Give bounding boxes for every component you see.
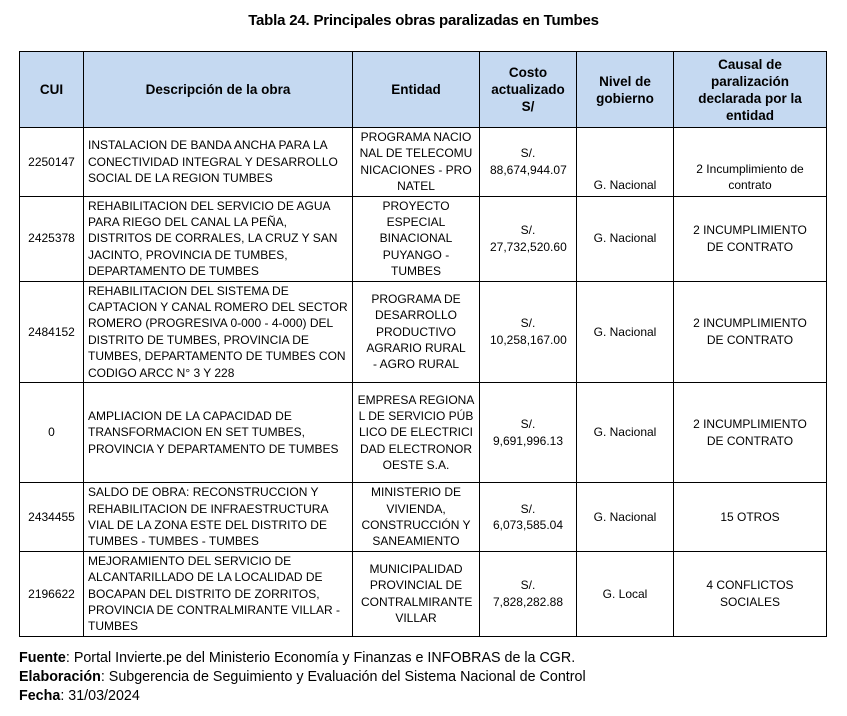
table-row [20,383,827,483]
cell-cui: 2484152 [20,281,84,382]
header-causal: Causal de paralización declarada por la entidad [674,52,827,128]
elaboracion-label: Elaboración [19,669,101,685]
cell-causal: 15 OTROS [674,483,827,552]
cell-entidad: PROGRAMA NACIONAL DE TELECOMUNICACIONES - PRONATEL [353,128,480,197]
cell-entidad: MUNICIPALIDAD PROVINCIAL DE CONTRALMIRANTE VILLAR [353,551,480,636]
header-entidad: Entidad [353,52,480,128]
cell-descripcion: INSTALACION DE BANDA ANCHA PARA LA CONECTIVIDAD INTEGRAL Y DESARROLLO SOCIAL DE LA REGION TUMBES [84,128,353,197]
cell-nivel: G. Local [577,551,674,636]
cell-causal: 2 Incumplimiento de contrato [674,128,827,197]
cell-causal: 4 CONFLICTOS SOCIALES [674,551,827,636]
cell-costo: S/. 10,258,167.00 [480,281,577,382]
cell-descripcion: REHABILITACION DEL SERVICIO DE AGUA PARA RIEGO DEL CANAL LA PEÑA, DISTRITOS DE CORRALES, LA CRUZ Y SAN JACINTO, PROVINCIA DE TUMBES, DEPARTAMENTO DE TUMBES [84,196,353,281]
table-row [20,196,827,281]
cell-entidad: PROGRAMA DE DESARROLLO PRODUCTIVO AGRARIO RURAL - AGRO RURAL [353,281,480,382]
cell-descripcion: REHABILITACION DEL SISTEMA DE CAPTACION Y CANAL ROMERO DEL SECTOR ROMERO (PROGRESIVA 0-000 - 4-000) DEL DISTRITO DE TUMBES, PROVINCIA DE TUMBES, DEPARTAMENTO DE TUMBES CON CODIGO ARCC N° 3 Y 228 [84,281,353,382]
cell-cui: 0 [20,383,84,483]
table-row [20,483,827,552]
table-row [20,128,827,197]
cell-descripcion: MEJORAMIENTO DEL SERVICIO DE ALCANTARILLADO DE LA LOCALIDAD DE BOCAPAN DEL DISTRITO DE ZORRITOS, PROVINCIA DE CONTRALMIRANTE VILLAR - TUMBES [84,551,353,636]
obras-table [19,51,827,637]
cell-causal: 2 INCUMPLIMIENTO DE CONTRATO [674,281,827,382]
table-title: Tabla 24. Principales obras paralizadas en Tumbes [248,12,599,29]
header-cui: CUI [20,52,84,128]
footer-fecha [19,688,140,705]
cell-entidad: PROYECTO ESPECIAL BINACIONAL PUYANGO - TUMBES [353,196,480,281]
fecha-text: : 31/03/2024 [60,688,140,704]
cell-descripcion: AMPLIACION DE LA CAPACIDAD DE TRANSFORMACION EN SET TUMBES, PROVINCIA Y DEPARTAMENTO DE TUMBES [84,383,353,483]
header-descripcion: Descripción de la obra [84,52,353,128]
cell-nivel: G. Nacional [577,483,674,552]
cell-causal: 2 INCUMPLIMIENTO DE CONTRATO [674,196,827,281]
cell-nivel: G. Nacional [577,196,674,281]
cell-costo: S/. 7,828,282.88 [480,551,577,636]
fecha-label: Fecha [19,688,61,704]
elaboracion-text: : Subgerencia de Seguimiento y Evaluación del Sistema Nacional de Control [100,669,586,685]
cell-entidad: MINISTERIO DE VIVIENDA, CONSTRUCCIÓN Y SANEAMIENTO [353,483,480,552]
cell-nivel: G. Nacional [577,128,674,197]
cell-cui: 2196622 [20,551,84,636]
cell-descripcion: SALDO DE OBRA: RECONSTRUCCION Y REHABILITACION DE INFRAESTRUCTURA VIAL DE LA ZONA ESTE DEL DISTRITO DE TUMBES - TUMBES - TUMBES [84,483,353,552]
cell-costo: S/. 6,073,585.04 [480,483,577,552]
cell-nivel: G. Nacional [577,281,674,382]
cell-causal: 2 INCUMPLIMIENTO DE CONTRATO [674,383,827,483]
cell-entidad: EMPRESA REGIONAL DE SERVICIO PÚBLICO DE ELECTRICIDAD ELECTRONOROESTE S.A. [353,383,480,483]
cell-costo: S/. 9,691,996.13 [480,383,577,483]
header-nivel: Nivel de gobierno [577,52,674,128]
cell-nivel: G. Nacional [577,383,674,483]
cell-cui: 2425378 [20,196,84,281]
table-row [20,281,827,382]
cell-cui: 2250147 [20,128,84,197]
cell-costo: S/. 27,732,520.60 [480,196,577,281]
cell-costo: S/. 88,674,944.07 [480,128,577,197]
table-header-row [20,52,827,128]
fuente-label: Fuente [19,650,66,666]
footer-elaboracion [19,669,586,686]
header-costo: Costo actualizado S/ [480,52,577,128]
fuente-text: : Portal Invierte.pe del Ministerio Economía y Finanzas e INFOBRAS de la CGR. [65,650,576,666]
table-row [20,551,827,636]
footer-fuente [19,650,575,667]
cell-cui: 2434455 [20,483,84,552]
